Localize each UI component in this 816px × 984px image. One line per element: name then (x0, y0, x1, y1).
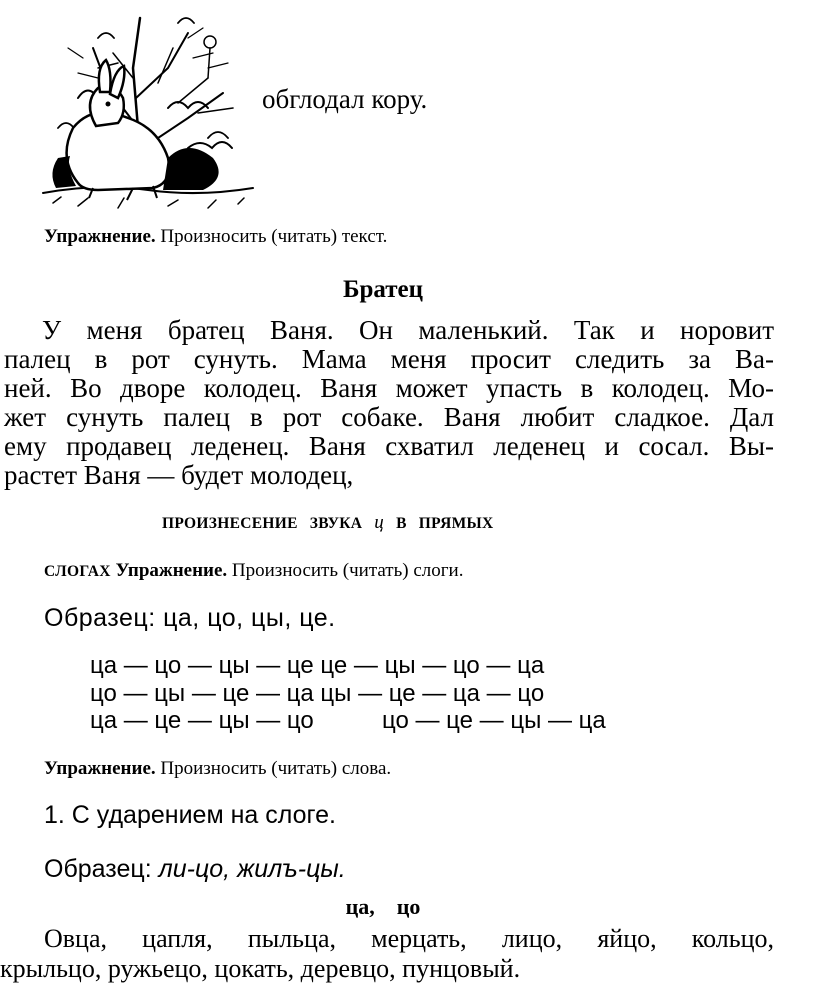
section-heading (162, 512, 494, 534)
heading-word: ЗВУКА (309, 515, 363, 532)
section-heading-continuation (44, 560, 463, 582)
story-line: ней. Во дворе колодец. Ваня может упасть в колодец. Мо- (4, 373, 774, 403)
exercise-line-words (44, 758, 391, 780)
exercise-instruction: Произносить (читать) слова. (160, 758, 392, 779)
story-line: У меня братец Ваня. Он маленький. Так и норовит (42, 315, 774, 345)
heading-sound: ц (374, 512, 385, 533)
story-line: жет сунуть палец в рот собаке. Ваня любит сладкое. Дал (4, 402, 774, 432)
heading-word: ПРЯМЫХ (418, 515, 494, 532)
word-line: Овца, цапля, пыльца, мерцать, лицо, яйцо, кольцо, (44, 924, 774, 953)
group-title: ца, цо (345, 894, 421, 919)
sample-label: Образец: (44, 855, 152, 883)
heading-word: СЛОГАХ (44, 563, 111, 580)
syllable-row: цо — це — цы — ца (382, 707, 606, 734)
story-text (4, 316, 774, 490)
exercise-line-text (44, 226, 387, 248)
hare-illustration (38, 8, 260, 216)
syllable-row: ца — це — цы — цо (90, 707, 314, 734)
syllable-row: цо — цы — це — ца цы — це — ца — цо (90, 680, 545, 707)
word-list (0, 924, 774, 984)
numbered-item: 1. С ударением на слоге. (44, 801, 336, 829)
exercise-label: Упражнение. (115, 560, 228, 581)
word-line: крыльцо, ружьецо, цокать, деревцо, пунцовый. (0, 954, 521, 983)
story-line: палец в рот сунуть. Мама меня просит следить за Ва- (4, 344, 774, 374)
heading-word: В (396, 515, 407, 532)
story-line: растет Ваня — будет молодец, (4, 460, 354, 490)
exercise-label: Упражнение. (44, 758, 156, 779)
heading-word: ПРОИЗНЕСЕНИЕ (162, 515, 298, 532)
story-title: Братец (342, 276, 424, 303)
illustration-caption: обглодал кору. (262, 84, 428, 114)
sample-words (44, 855, 346, 884)
sample-example: ли-цо, жилъ-цы. (158, 855, 346, 883)
exercise-instruction: Произносить (читать) текст. (160, 226, 388, 247)
exercise-label: Упражнение. (44, 226, 156, 247)
exercise-instruction: Произносить (читать) слоги. (231, 560, 464, 581)
sample-syllables: Образец: ца, цо, цы, це. (44, 604, 336, 632)
story-line: ему продавец леденец. Ваня схватил леденец и сосал. Вы- (4, 431, 774, 461)
syllable-row: ца — цо — цы — це це — цы — цо — ца (90, 652, 545, 679)
